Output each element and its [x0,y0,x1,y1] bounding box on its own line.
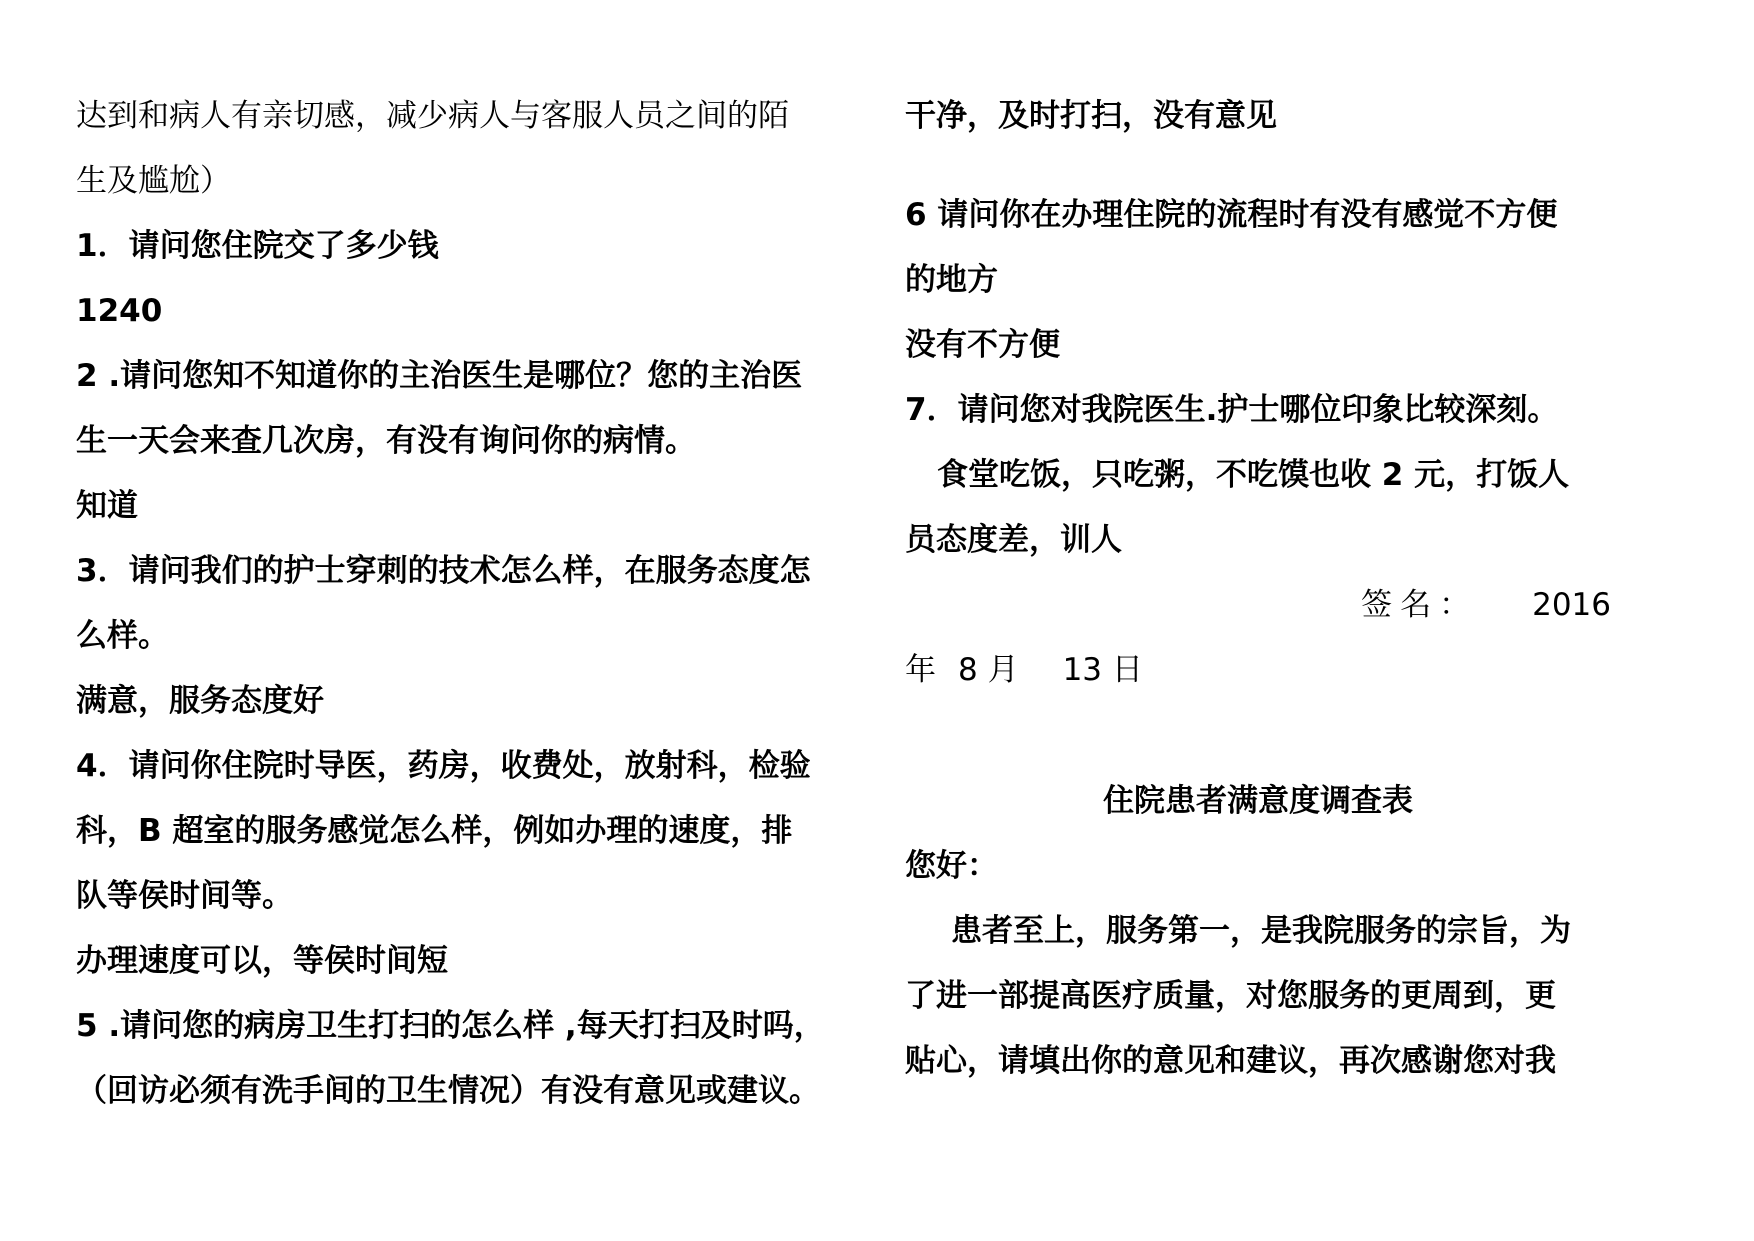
date-year-char: 年 [905,652,936,688]
question-2-continued: 生一天会来查几次房，有没有询问你的病情。 [76,423,696,459]
signature-label: 签名： [1361,587,1479,623]
question-1: 1．请问您住院交了多少钱 [76,228,439,264]
answer-7: 食堂吃饭，只吃粥，不吃馍也收 2 元，打饭人 [937,457,1570,493]
question-6: 6 请问你在办理住院的流程时有没有感觉不方便 [905,197,1558,233]
date-line [905,638,1611,703]
question-7: 7．请问您对我院医生.护士哪位印象比较深刻。 [905,392,1559,428]
form-title: 住院患者满意度调查表 [1103,783,1413,819]
date-day: 13 日 [1062,652,1143,688]
intro-text-line: 达到和病人有亲切感，减少病人与客服人员之间的陌 [76,98,789,134]
question-5-continued: （回访必须有洗手间的卫生情况）有没有意见或建议。 [76,1073,820,1109]
question-3-continued: 么样。 [76,618,169,654]
answer-7-continued: 员态度差，训人 [905,522,1122,558]
answer-6: 没有不方便 [905,327,1060,363]
answer-4: 办理速度可以，等侯时间短 [76,943,448,979]
question-4-continued: 科，B 超室的服务感觉怎么样，例如办理的速度，排 [76,813,793,849]
question-2: 2 .请问您知不知道你的主治医生是哪位？您的主治医 [76,358,803,394]
date-month: 8 月 [958,652,1019,688]
question-3: 3．请问我们的护士穿刺的技术怎么样，在服务态度怎 [76,553,811,589]
left-column [76,84,866,1124]
question-4-continued: 队等侯时间等。 [76,878,293,914]
greeting: 您好： [905,848,998,884]
body-text-line: 患者至上，服务第一，是我院服务的宗旨，为 [951,913,1571,949]
signature-line [905,573,1611,638]
right-column [905,84,1611,1094]
intro-text-line: 生及尴尬） [76,163,231,199]
body-text-line: 贴心，请填出你的意见和建议，再次感谢您对我 [905,1043,1556,1079]
answer-1: 1240 [76,293,163,329]
question-6-continued: 的地方 [905,262,998,298]
spacer [905,149,1611,183]
answer-5: 干净，及时打扫，没有意见 [905,98,1277,134]
signature-year: 2016 [1532,587,1611,623]
answer-3: 满意，服务态度好 [76,683,324,719]
body-text-line: 了进一部提高医疗质量，对您服务的更周到，更 [905,978,1556,1014]
question-4: 4．请问你住院时导医，药房，收费处，放射科，检验 [76,748,811,784]
answer-2: 知道 [76,488,138,524]
question-5: 5 .请问您的病房卫生打扫的怎么样 ,每天打扫及时吗， [76,1008,825,1044]
